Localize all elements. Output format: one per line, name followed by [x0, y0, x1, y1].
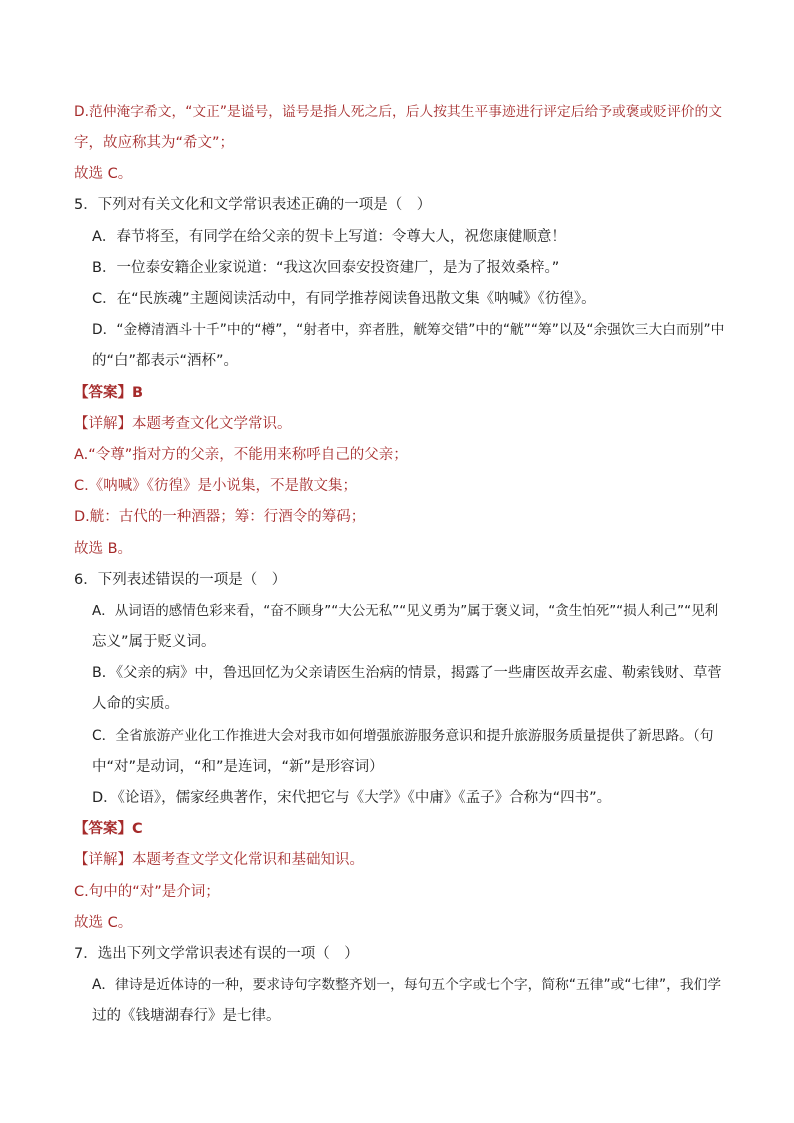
q5-answer: 【答案】B	[74, 385, 144, 401]
q6-explain-c: C.句中的“对”是介词；	[74, 884, 220, 900]
q5-option-d-line1: D．“金樽清酒斗十千”中的“樽”，“射者中，弈者胜，觥筹交错”中的“觥”“筹”以及“余强饮三大白而别”中	[92, 322, 725, 338]
q5-explain-d: D.觥：古代的一种酒器；筹：行酒令的筹码；	[74, 509, 366, 525]
q5-stem: 5．下列对有关文化和文学常识表述正确的一项是（ ）	[74, 197, 432, 213]
q5-explain-a: A.“令尊”指对方的父亲，不能用来称呼自己的父亲；	[74, 447, 408, 463]
q6-option-d: D．《论语》，儒家经典著作，宋代把它与《大学》《中庸》《孟子》合称为“四书”。	[92, 790, 612, 806]
q6-option-b-line2: 人命的实质。	[92, 696, 179, 712]
q5-detail: 【详解】本题考查文化文学常识。	[74, 416, 292, 432]
q5-option-d-line2: 的“白”都表示“酒杯”。	[92, 353, 239, 369]
q6-choose: 故选 C。	[74, 915, 133, 931]
q6-option-a-line2: 忘义”属于贬义词。	[92, 634, 216, 650]
q6-option-c-line1: C．全省旅游产业化工作推进大会对我市如何增强旅游服务意识和提升旅游服务质量提供了新思路。（句	[92, 728, 714, 744]
q7-option-a-line1: A．律诗是近体诗的一种，要求诗句字数整齐划一，每句五个字或七个字，简称“五律”或“七律”，我们学	[92, 977, 722, 993]
q5-option-c: C．在“民族魂”主题阅读活动中，有同学推荐阅读鲁迅散文集《呐喊》《彷徨》。	[92, 291, 596, 307]
q6-option-b-line1: B．《父亲的病》中，鲁迅回忆为父亲请医生治病的情景，揭露了一些庸医故弄玄虚、勒索钱财、草菅	[92, 665, 722, 681]
q7-option-a-line2: 过的《钱塘湖春行》是七律。	[92, 1008, 281, 1024]
q5-explain-c: C.《呐喊》《彷徨》是小说集，不是散文集；	[74, 478, 357, 494]
q6-answer: 【答案】C	[74, 821, 143, 837]
q5-choose: 故选 B。	[74, 541, 133, 557]
q7-stem: 7．选出下列文学常识表述有误的一项（ ）	[74, 946, 359, 962]
q6-option-c-line2: 中“对”是动词，“和”是连词，“新”是形容词）	[92, 759, 384, 775]
q6-detail: 【详解】本题考查文学文化常识和基础知识。	[74, 852, 364, 868]
q4-explain-d-line1: D.范仲淹字希文，“文正”是谥号，谥号是指人死之后，后人按其生平事迹进行评定后给予或褒或贬评价的文	[74, 104, 722, 120]
q5-option-a: A．春节将至，有同学在给父亲的贺卡上写道：令尊大人，祝您康健顺意！	[92, 229, 566, 245]
q5-option-b: B．一位泰安籍企业家说道：“我这次回泰安投资建厂，是为了报效桑梓。”	[92, 260, 560, 276]
q6-stem: 6．下列表述错误的一项是（ ）	[74, 572, 287, 588]
q6-option-a-line1: A．从词语的感情色彩来看，“奋不顾身”“大公无私”“见义勇为”属于褒义词，“贪生怕死”“损人利己”“见利	[92, 603, 719, 619]
q4-explain-d-line2: 字，故应称其为“希文”；	[74, 135, 235, 151]
q4-choose: 故选 C。	[74, 166, 133, 182]
